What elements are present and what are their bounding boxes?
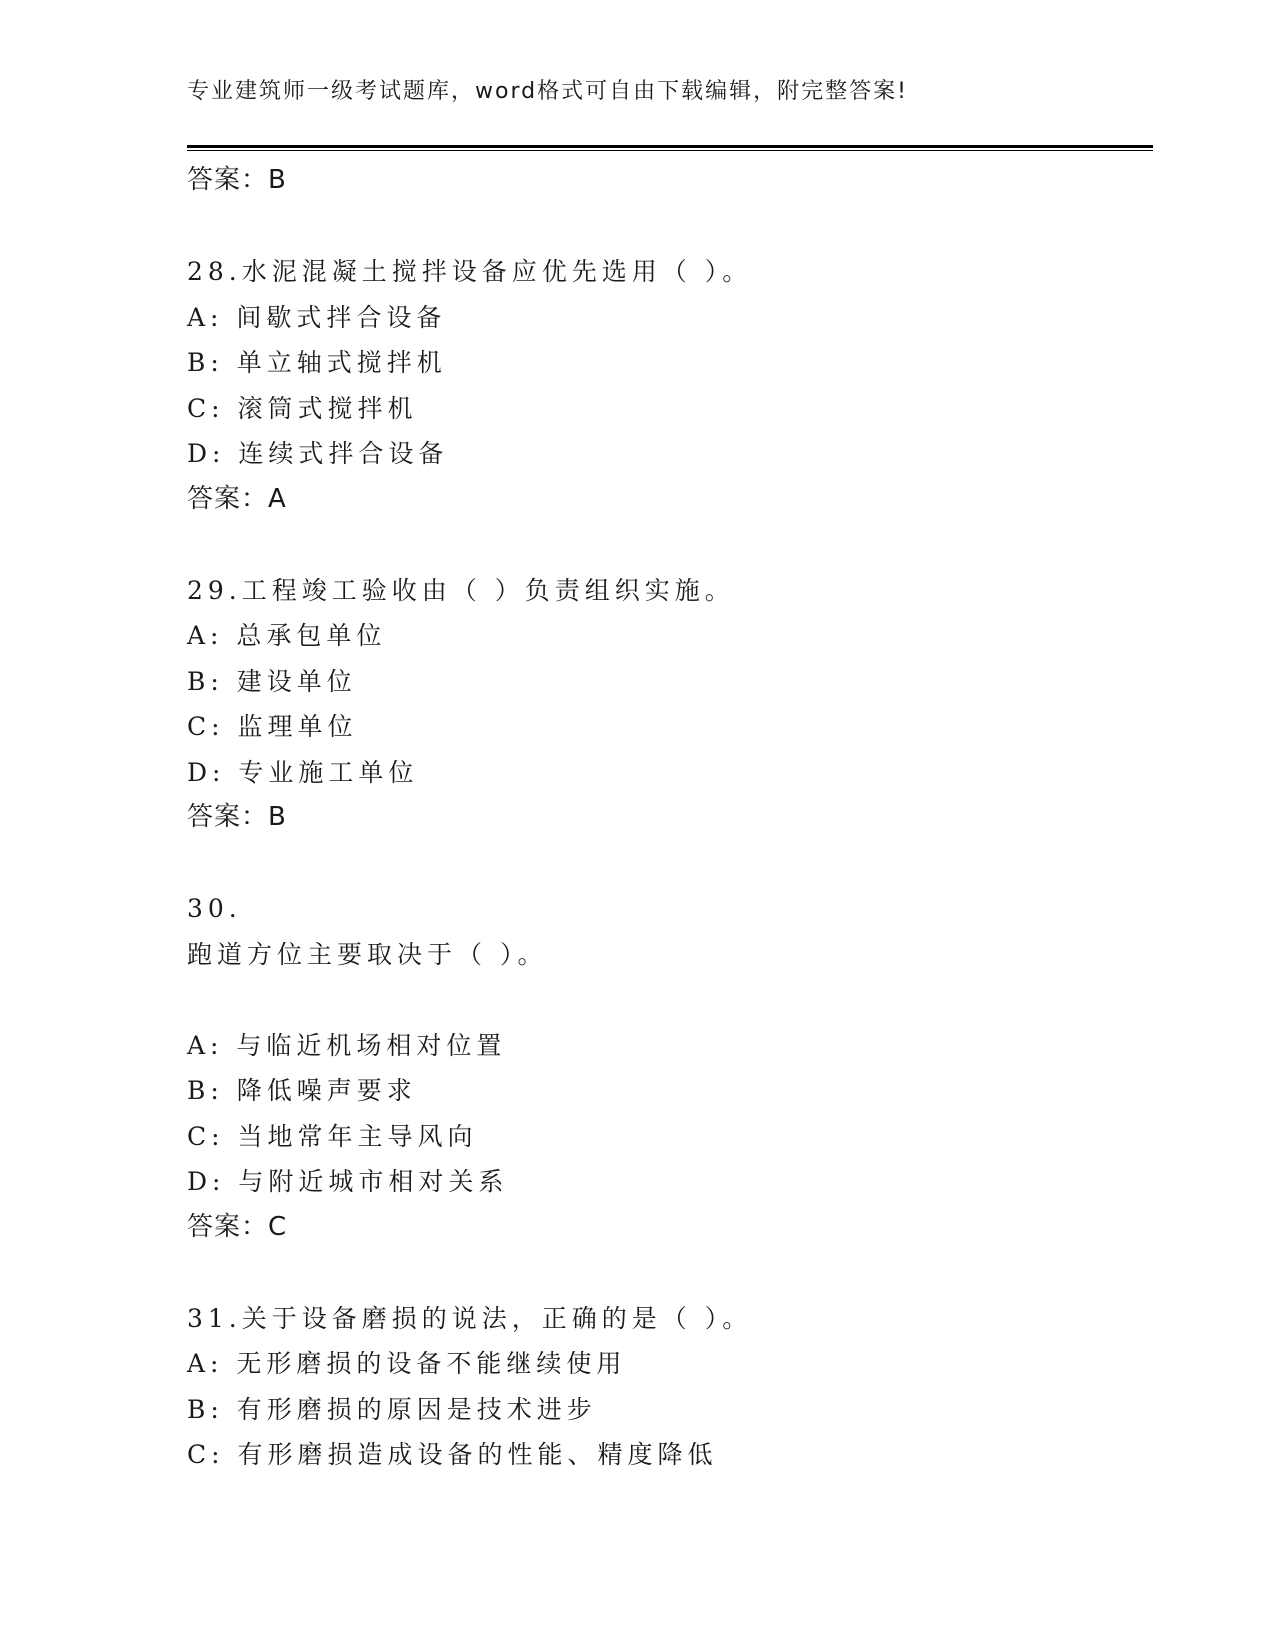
question-30-option-c: C: 当地常年主导风向 <box>187 1121 478 1151</box>
spacer <box>187 977 1153 1023</box>
spacer <box>187 841 1153 887</box>
question-30-number: 30. <box>187 894 242 923</box>
spacer <box>187 522 1153 568</box>
question-28-stem: 28.水泥混凝土搅拌设备应优先选用（ ）。 <box>187 257 753 286</box>
answer-27: 答案：B <box>187 165 287 195</box>
question-28-option-b: B: 单立轴式搅拌机 <box>187 348 447 377</box>
question-31-option-b: B: 有形磨损的原因是技术进步 <box>187 1394 597 1424</box>
answer-28: 答案：A <box>187 483 287 514</box>
spacer <box>187 1250 1153 1296</box>
question-list <box>187 158 1153 1478</box>
question-29-option-d: D: 专业施工单位 <box>187 757 419 787</box>
question-28-option-d: D: 连续式拌合设备 <box>187 439 449 468</box>
question-28-option-a: A: 间歇式拌合设备 <box>187 302 447 332</box>
question-31-option-a: A: 无形磨损的设备不能继续使用 <box>187 1349 627 1378</box>
header-rule-thick <box>187 145 1153 148</box>
question-29-option-c: C: 监理单位 <box>187 712 358 741</box>
question-30-option-a: A: 与临近机场相对位置 <box>187 1030 507 1060</box>
question-29-option-a: A: 总承包单位 <box>187 621 387 650</box>
question-29-option-b: B: 建设单位 <box>187 666 357 696</box>
question-31-option-c: C: 有形磨损造成设备的性能、精度降低 <box>187 1440 718 1469</box>
question-29-stem: 29.工程竣工验收由（ ）负责组织实施。 <box>187 575 735 605</box>
question-30-option-d: D: 与附近城市相对关系 <box>187 1167 509 1196</box>
header-rule-thin <box>187 150 1153 151</box>
question-30-stem: 跑道方位主要取决于（ ）。 <box>187 939 548 969</box>
spacer <box>187 204 1153 250</box>
answer-30: 答案：C <box>187 1211 288 1242</box>
page-header: 专业建筑师一级考试题库，word格式可自由下载编辑，附完整答案! <box>187 79 908 104</box>
answer-29: 答案：B <box>187 802 287 832</box>
question-31-stem: 31.关于设备磨损的说法，正确的是（ ）。 <box>187 1303 753 1333</box>
question-30-option-b: B: 降低噪声要求 <box>187 1076 417 1105</box>
question-28-option-c: C: 滚筒式搅拌机 <box>187 393 418 423</box>
